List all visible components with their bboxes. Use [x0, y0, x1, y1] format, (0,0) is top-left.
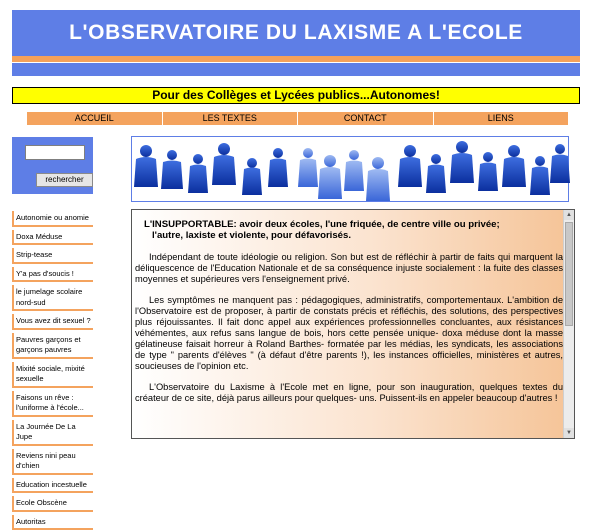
sidebar-item-ecole-obscene[interactable]: Ecole Obscène: [12, 496, 93, 512]
intro-heading: [135, 219, 563, 241]
intro-paragraph: L'Observatoire du Laxisme à l'Ecole met en ligne, pour son inauguration, quelques textes du créateur de ce site, déjà parus ailleurs pour quelques- uns. Puissent-ils en appeler beaucoup d'autres !: [135, 382, 563, 404]
intro-heading-line1: L'INSUPPORTABLE: avoir deux écoles, l'une friquée, de centre ville ou privée;: [144, 219, 500, 230]
intro-paragraph: Les symptômes ne manquent pas : pédagogiques, administratifs, comportementaux. L'ambition de l'Observatoire est de proposer, à partir de constats précis et réfléchis, des solutions, des perspectives plus réjouissantes. Il fait donc appel aux expériences professionnelles concluantes, aux résistances véhémentes, aux refus sans langue de bois, hors cette pensée unique- doxa méduse dont la masse gélatineuse faisait horreur à Roland Barthes- formatée par les médias, les syndicats, les associations de type " parents d'élèves " (à défaut d'être parents !), les instances officielles, ministères et autres, soucieuses de l'opinion etc.: [135, 295, 563, 372]
sidebar-item-autonomie[interactable]: Autonomie ou anomie: [12, 211, 93, 227]
site-title: L'OBSERVATOIRE DU LAXISME A L'ECOLE: [12, 10, 580, 56]
search-panel: [12, 137, 93, 194]
scroll-down-icon[interactable]: ▼: [564, 428, 574, 438]
crowd-illustration: [132, 137, 570, 203]
search-button[interactable]: rechercher: [36, 173, 93, 187]
sidebar-item-autoritas[interactable]: Autoritas: [12, 515, 93, 530]
site-banner: [12, 10, 580, 56]
scrollbar-thumb[interactable]: [565, 222, 573, 326]
text-scrollbar[interactable]: [563, 210, 574, 438]
sidebar-item-nini-peau[interactable]: Reviens nini peau d'chien: [12, 449, 93, 475]
sidebar-item-doxa-meduse[interactable]: Doxa Méduse: [12, 230, 93, 246]
sidebar-links: [12, 211, 93, 478]
sidebar-item-pauvres-garcons[interactable]: Pauvres garçons et garçons pauvres: [12, 333, 93, 359]
nav-item-les-textes[interactable]: LES TEXTES: [162, 112, 298, 125]
sidebar-item-mixite[interactable]: Mixité sociale, mixité sexuelle: [12, 362, 93, 388]
intro-heading-line2: l'autre, laxiste et violente, pour défavorisés.: [144, 230, 563, 241]
intro-paragraph: Indépendant de toute idéologie ou religion. Son but est de réfléchir à partir de faits qui marquent la déliquescence de l'Education Nationale et de sa conséquence injuste socialement : la fuite des classes moyennes et supérieures vers l'enseignement privé.: [135, 252, 563, 285]
search-input[interactable]: [25, 145, 85, 160]
sidebar-item-jumelage[interactable]: le jumelage scolaire nord-sud: [12, 285, 93, 311]
nav-item-accueil[interactable]: ACCUEIL: [27, 112, 162, 125]
hero-banner-image: [131, 136, 569, 202]
header-stripe-orange: [12, 56, 580, 62]
nav-item-liens[interactable]: LIENS: [433, 112, 569, 125]
nav-item-contact[interactable]: CONTACT: [297, 112, 433, 125]
sidebar-item-pas-de-soucis[interactable]: Y'a pas d'soucis !: [12, 267, 93, 283]
slogan-banner: Pour des Collèges et Lycées publics...Autonomes!: [12, 87, 580, 104]
sidebar-item-education-incestuelle[interactable]: Education incestuelle: [12, 478, 93, 494]
header-stripe-blue: [12, 63, 580, 76]
main-nav: [27, 112, 568, 125]
intro-text: [135, 219, 563, 414]
intro-text-panel[interactable]: [131, 209, 575, 439]
scroll-up-icon[interactable]: ▲: [564, 210, 574, 220]
sidebar-item-uniforme[interactable]: Faisons un rêve : l'uniforme à l'école...: [12, 391, 93, 417]
sidebar-item-journee-jupe[interactable]: La Journée De La Jupe: [12, 420, 93, 446]
sidebar-item-strip-tease[interactable]: Strip-tease: [12, 248, 93, 264]
sidebar-item-vous-avez-dit-sexuel[interactable]: Vous avez dit sexuel ?: [12, 314, 93, 330]
